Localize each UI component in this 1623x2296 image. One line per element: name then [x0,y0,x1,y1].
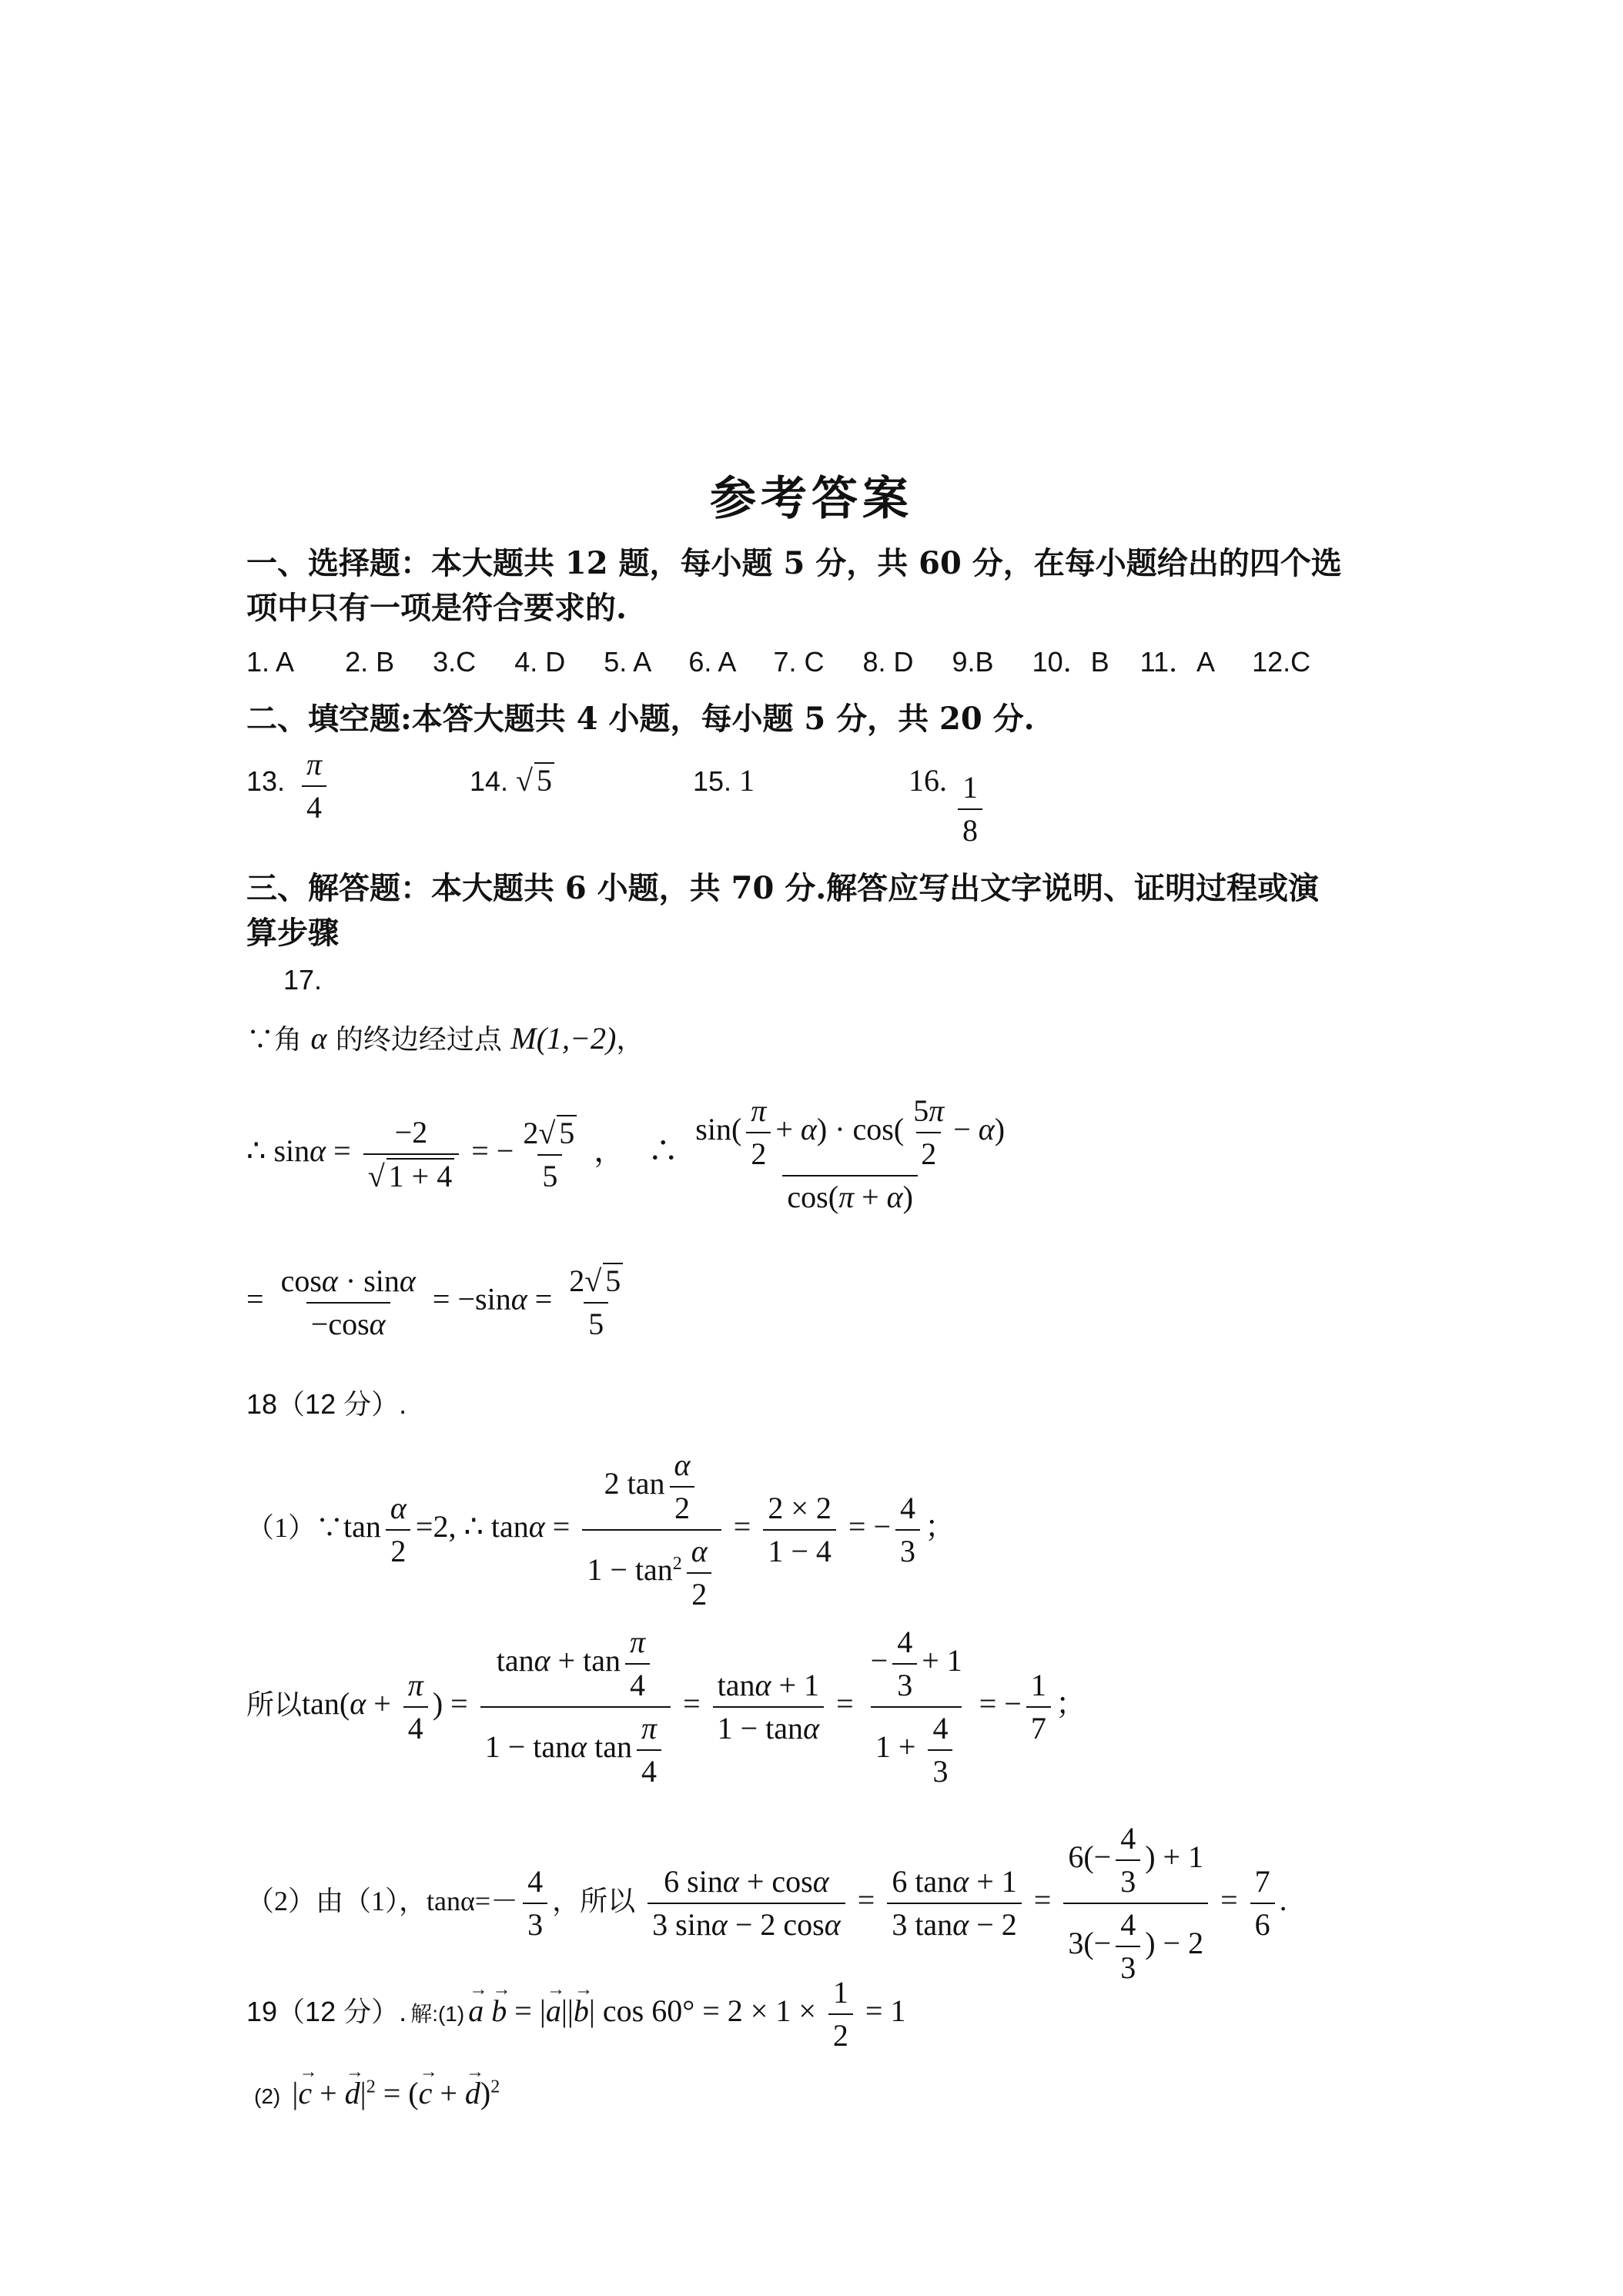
q15-label: 15. [693,765,732,797]
q18-label: 18（12 分）. [246,1388,407,1420]
answer-7: 7. C [773,646,825,678]
q18-part1-label: （1）∵ [246,1512,344,1544]
q13-denominator: 4 [302,785,326,825]
q17-eq1: ∴ sinα = $\frac{-2}{√ 1 + 4}$ = − $\frac{2√ 5}{5}$ ， ∴ sin( $\frac{\pi}{2}$ + α) · cos( $\frac{5\pi}{2}$ − α) cos(π + α) [246,1093,1006,1214]
answer-3: 3.C [433,646,477,678]
q18-so: 所以 [246,1689,303,1721]
answer-5: 5. A [604,646,651,678]
q18-part1-given: =2, [415,1509,457,1545]
q19-part2-label: (2) [254,2084,281,2108]
q17-eq2: = $\frac{\cos\alpha \cdot \sin\alpha}{-\cos\alpha}$ = −sinα = $\frac{2√ 5}{5}$ [246,1263,632,1342]
q17-given-prefix: ∵角 [246,1024,303,1056]
q13-numerator: π [306,747,323,782]
q15-answer: 1 [739,763,755,798]
q16-label: 16. [909,763,947,798]
section1-heading-line2: 项中只有一项是符合要求的. [246,590,627,626]
choice-answers [246,641,1310,680]
page-title: 参考答案 [710,472,913,526]
q18-part2-so: ，所以 [552,1886,636,1917]
q19-part2: (2) |→ c + → $d|^2$ = (→ c + → d)$^2$ [254,2075,500,2111]
section1-heading-line1: 一、选择题：本大题共 12 题，每小题 5 分，共 60 分，在每小题给出的四个选 [246,545,1342,581]
q14-answer: √ 5 [516,762,554,798]
answer-1: 1. A [246,646,293,678]
answer-6: 6. A [688,646,735,678]
q14-radicand: 5 [534,762,554,798]
answer-9: 9.B [952,646,994,678]
q17-given [246,1018,644,1057]
answer-10: 10．B [1032,646,1109,678]
q18-part2-label: （2）由（1），tanα=－ [246,1886,519,1917]
q17-point: M(1,−2) [510,1021,617,1056]
q17-label: 17. [283,964,323,996]
q18-part2: （2）由（1），tanα=－ $\frac{4}{3}$ ，所以 $\frac{6 \sin\alpha + \cos\alpha}{3 \sin\alpha - 2 \cos\alpha}$ = $\frac{6 \tan\alpha + 1}{3 \tan\alpha - 2}$ = 6(− $\frac{4}{3}$ ) + 1 3(− $\frac{4}{3}$ ) − 2 = $\frac{7}{6}$ . [246,1821,1287,1985]
q16-denominator: 8 [958,808,982,848]
answer-2: 2. B [345,646,395,678]
q19-solve: 解:(1) [410,2002,465,2027]
section3-heading-line2: 算步骤 [246,915,339,951]
q19-label: 19（12 分）. [246,1996,407,2028]
q17-given-end: ， [616,1024,644,1056]
answer-4: 4. D [514,646,566,678]
section3-heading-line1: 三、解答题：本大题共 6 小题，共 70 分.解答应写出文字说明、证明过程或演 [246,870,1320,906]
q13-label: 13. [246,765,286,797]
q14-label: 14. [470,765,509,797]
q17-given-mid: 的终边经过点 [335,1024,502,1056]
q19-part1: 19（12 分）. 解:(1) → a → b = |→ a||→ b| cos 60° = 2 × 1 × $\frac{1}{2}$ = 1 [246,1975,905,2053]
alpha-symbol: α [310,1021,327,1056]
q16-numerator: 1 [962,770,978,805]
section2-heading: 二、填空题:本答大题共 4 小题，每小题 5 分，共 20 分. [246,701,1035,737]
answer-8: 8. D [862,646,914,678]
q13-answer [297,747,331,825]
answer-12: 12.C [1252,646,1311,678]
q18-part1: （1）∵tan $\frac{\alpha}{2}$ =2, ∴ tanα = 2 tan $\frac{\alpha}{2}$ $1 - \tan^2$ $\frac{\alpha}{2}$ = $\frac{2 \times 2}{1 - 4}$ = − $\frac{4}{3}$ ； [246,1448,956,1612]
answer-11: 11．A [1139,646,1214,678]
q18-tan-sum: 所以tan(α + $\frac{\pi}{4}$ ) = tanα + tan $\frac{\pi}{4}$ 1 − tanα tan $\frac{\pi}{4}$ = $\frac{\tan\alpha + 1}{1 - \tan\alpha}$ = − $\frac{4}{3}$ + 1 1 + $\frac{4}{3}$ = − $\frac{1}{7}$ ； [246,1625,1086,1789]
q16-answer [953,770,987,848]
